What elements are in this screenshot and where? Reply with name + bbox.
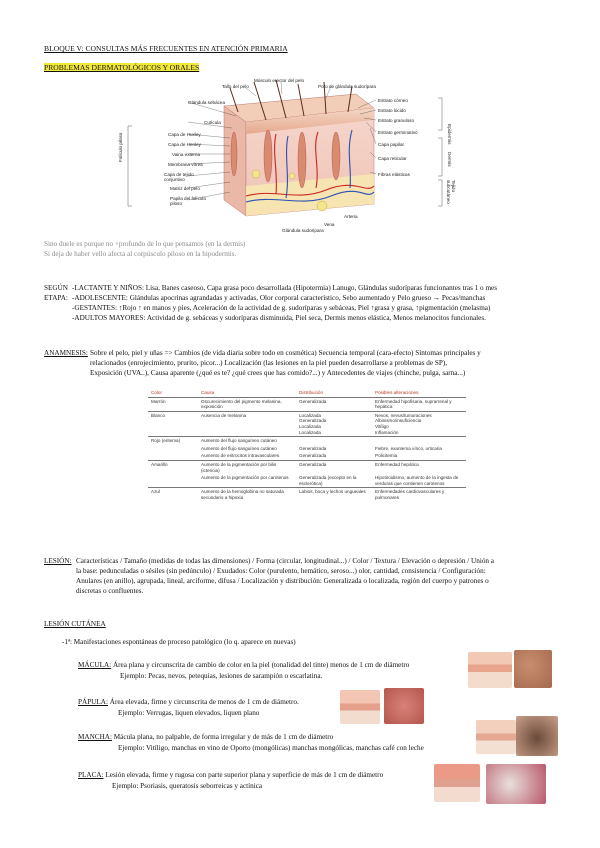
table-header-row [148, 389, 466, 397]
table-cell: Aumento de la pigmentación por bilis (ictericia) [198, 460, 296, 474]
label-estrato-corneo: Estrato córneo [378, 98, 408, 103]
placa-item: PLACA: Lesión elevada, firme y rugosa con parte superior plana y superficie de más de 1 cm de diámetro [78, 771, 384, 779]
table-cell [372, 437, 466, 445]
segun-line-2: -ADOLESCENTE: Glándulas apocrinas agrandadas y activadas, Olor corporal característico, Sebo aumentado y Pelo grueso → Pecas/manchas [72, 294, 486, 302]
table-cell: Amarillo [148, 460, 198, 474]
table-cell: Labios, boca y lechos ungueales [296, 488, 372, 502]
lesion-label: LESIÓN: [44, 557, 72, 565]
table-cell [148, 474, 198, 488]
placa-example: Ejemplo: Psoriasis, queratosis seborreicas y actínica [112, 782, 263, 790]
label-tejido-subcutaneo: Tejido subcutáneo [446, 180, 456, 204]
table-cell: Policitemia [375, 453, 398, 459]
mancha-item: MANCHA: Mácula plana, no palpable, de forma irregular y de más de 1 cm de diámetro [78, 733, 334, 741]
label-capa-papilar: Capa papilar [378, 142, 405, 147]
label-dermis: Dermis [447, 152, 452, 167]
anamnesis-line-3: Exposición (UVA..), Causa aparente (¿qué es te? ¿qué crees que has comido?...) y Antecedentes de viajes (chinche, pulga, sarna...) [90, 369, 466, 377]
lesion-cutanea-intro: -1ª: Manifestaciones espontáneas de proceso patológico (lo q. aparece en nuevas) [62, 638, 296, 646]
label-membrana-vitrea: Membrana vítrea [168, 162, 203, 167]
etapa-label: ETAPA: [44, 294, 68, 302]
label-capa-henley: Capa de Henley [168, 142, 201, 147]
label-fibras-elasticas: Fibras elásticas [378, 172, 410, 177]
table-row [148, 397, 466, 411]
table-cell: Generalizada [296, 460, 372, 474]
table-cell: Enfermedades cardiovasculares y pulmonares [372, 488, 466, 502]
table-cell: Enfermedad hipofisaria, suprarrenal y hepática [372, 397, 466, 411]
table-cell: Enfermedad hepática [372, 460, 466, 474]
papula-example: Ejemplo: Verrugas, liquen elevados, liquen plano [118, 709, 260, 717]
label-estrato-germinativo: Estrato germinativo [378, 130, 418, 135]
mancha-photo [516, 716, 558, 756]
placa-skin-diagram [434, 764, 480, 802]
macula-skin-diagram [468, 652, 512, 688]
table-row [148, 452, 466, 460]
label-tallo-pelo: Tallo del pelo [222, 84, 249, 89]
section-title: PROBLEMAS DERMATOLÓGICOS Y ORALES [44, 63, 200, 72]
table-cell: Generalizada (excepto en la esclerótica) [299, 475, 357, 486]
table-row [148, 437, 466, 445]
table-cell: Aumento del flujo sanguíneo cutáneo [201, 445, 277, 451]
table-cell: Generalizada [296, 397, 372, 411]
label-capa-reticular: Capa reticular [378, 156, 407, 161]
label-glandula-sebacea: Glándula sebácea [188, 100, 226, 105]
table-cell: Fiebre, exantema vírico, urticaria [375, 445, 442, 451]
segun-line-1: -LACTANTE Y NIÑOS: Lisa, Banes caseoso, Capa grasa poco desarrollada (Hipotermia) Lanugo, Glándulas sudoríparas funcionantes tras 1 o mes [72, 284, 498, 292]
label-epidermis: Epidermis [447, 124, 452, 145]
table-header: Distribución [296, 389, 372, 397]
anamnesis-label: ANAMNESIS: [44, 349, 88, 357]
lesion-line-4: discretas o confluentes. [76, 587, 144, 595]
table-cell: Blanco [148, 411, 198, 436]
label-vena: Vena [324, 222, 335, 227]
table-cell: Oscurecimiento del pigmento melanina, exposición [198, 397, 296, 411]
label-musculo-erector: Músculo erector del pelo [254, 78, 305, 83]
table-cell: Aumento de eritrocitos intravasculares [201, 453, 280, 459]
lesion-line-2: la base: pedunculadas o sésiles (sin pedúnculo) / Exudados: Color (purulento, hemático, seroso...) olor, cantidad, consistencia / Configuración: [76, 567, 486, 575]
table-cell: Nevos, nevus/tumoraciones Albinismo/insuficiencia Vitíligo Inflamación [372, 411, 466, 436]
mancha-example: Ejemplo: Vitíligo, manchas en vino de Oporto (mongólicas) manchas mongólicas, manchas café con leche [118, 744, 424, 752]
table-cell: Ausencia de melanina [198, 411, 296, 436]
anamnesis-line-2: relacionados (enrojecimiento, prurito, picor...) Localización (las lesiones en la piel pueden desarrollarse a problemas de SP), [90, 359, 448, 367]
lesion-line-1: Características / Tamaño (medidas de todas las dimensiones) / Forma (circular, longitudinal...) / Color / Textura / Elevación o depresión / Unión a [76, 557, 494, 565]
label-estrato-lucido: Estrato lúcido [378, 108, 406, 113]
mancha-skin-diagram [476, 720, 516, 754]
macula-item: MÁCULA: Área plana y circunscrita de cambio de color en la piel (tonalidad del tinte) menos de 1 cm de diámetro [78, 661, 410, 669]
table-cell: Localizada Generalizada Localizada Localizada [296, 411, 372, 436]
label-glandula-sudoripara: Glándula sudorípara [282, 228, 324, 233]
label-cuticula: Cutícula [204, 120, 221, 125]
segun-line-4: -ADULTOS MAYORES: Actividad de g. sebáceas y sudoríparas disminuida, Piel seca, Dermis menos elástica, Menos melanocitos funcionales. [72, 314, 486, 322]
table-cell [296, 437, 372, 445]
macula-photo [514, 650, 552, 688]
placa-photo [486, 764, 546, 804]
anamnesis-line-1: Sobre el pelo, piel y uñas => Cambios (de vida diaria sobre todo en cosmética) Secuencia temporal (cara-efecto) Síntomas principales y [90, 349, 481, 357]
color-table [148, 389, 466, 502]
table-cell [148, 445, 198, 453]
label-capa-huxley: Capa de Huxley [168, 132, 201, 137]
segun-label: SEGÚN [44, 284, 68, 292]
table-cell: Marrón [148, 397, 198, 411]
lesion-cutanea-title: LESIÓN CUTÁNEA [44, 620, 106, 628]
table-cell: Generalizada [299, 445, 327, 451]
table-cell: Rojo (eritema) [148, 437, 198, 445]
table-row [148, 411, 466, 436]
table-header: Posibles alteraciones [372, 389, 466, 397]
page-title: BLOQUE V: CONSULTAS MÁS FRECUENTES EN ATENCIÓN PRIMARIA [44, 44, 288, 53]
papula-skin-diagram [340, 690, 380, 724]
table-row [148, 460, 466, 474]
table-cell: Aumento del flujo sanguíneo cutáneo [198, 437, 296, 445]
note-line-1: Sino duele es porque no +profundo de lo que pensamos (en la dermis) [44, 240, 246, 248]
table-cell: Azul [148, 488, 198, 502]
table-row [148, 474, 466, 488]
label-papila-foliculo: Papila del folículo piloso [170, 196, 207, 206]
table-cell: Aumento de la pigmentación por carotenos [201, 475, 289, 481]
table-header: Causa [198, 389, 296, 397]
note-line-2: Si deja de haber vello afecta al corpúsculo piloso en la hipodermis. [44, 250, 237, 258]
table-header: Color [148, 389, 198, 397]
lesion-line-3: Anulares (en anillo), agrupada, lineal, arciforme, difusa / Localización y distribución: Generalizada o localizada, región del cuerpo y patrones o [76, 577, 489, 585]
table-cell [148, 452, 198, 460]
label-vaina-externa: Vaina externa [172, 152, 201, 157]
skin-diagram [118, 76, 476, 234]
label-poro-glandula: Poro de glándula sudorípara [318, 84, 376, 89]
papula-item: PÁPULA: Área elevada, firme y circunscrita de menos de 1 cm de diámetro. [78, 698, 299, 706]
label-matriz-pelo: Matriz del pelo [170, 186, 200, 191]
label-foliculo-piloso: Folículo piloso [118, 132, 123, 162]
papula-photo [384, 688, 424, 724]
color-table-wrapper [148, 389, 466, 502]
table-row [148, 445, 466, 453]
label-arteria: Arteria [344, 214, 358, 219]
macula-example: Ejemplo: Pecas, nevos, petequias, lesiones de sarampión o escarlatina. [120, 672, 323, 680]
table-cell: Hipotiroidismo, aumento de la ingesta de verduras que contienen carotenos [375, 475, 459, 486]
table-row [148, 488, 466, 502]
label-estrato-granuloso: Estrato granuloso [378, 118, 415, 123]
segun-line-3: -GESTANTES: ↑Rojo ↑ en manos y pies, Aceleración de la actividad de g. sudoríparas y sebáceas, Piel ↑grasa y grasa, ↑pigmentación (melasma) [72, 304, 491, 312]
table-cell: Generalizada [299, 453, 327, 459]
table-cell: Aumento de la hemoglobina no saturada secundario a hipoxia [198, 488, 296, 502]
label-capa-tejido-conjuntivo: Capa de tejido conjuntivo [164, 172, 194, 182]
